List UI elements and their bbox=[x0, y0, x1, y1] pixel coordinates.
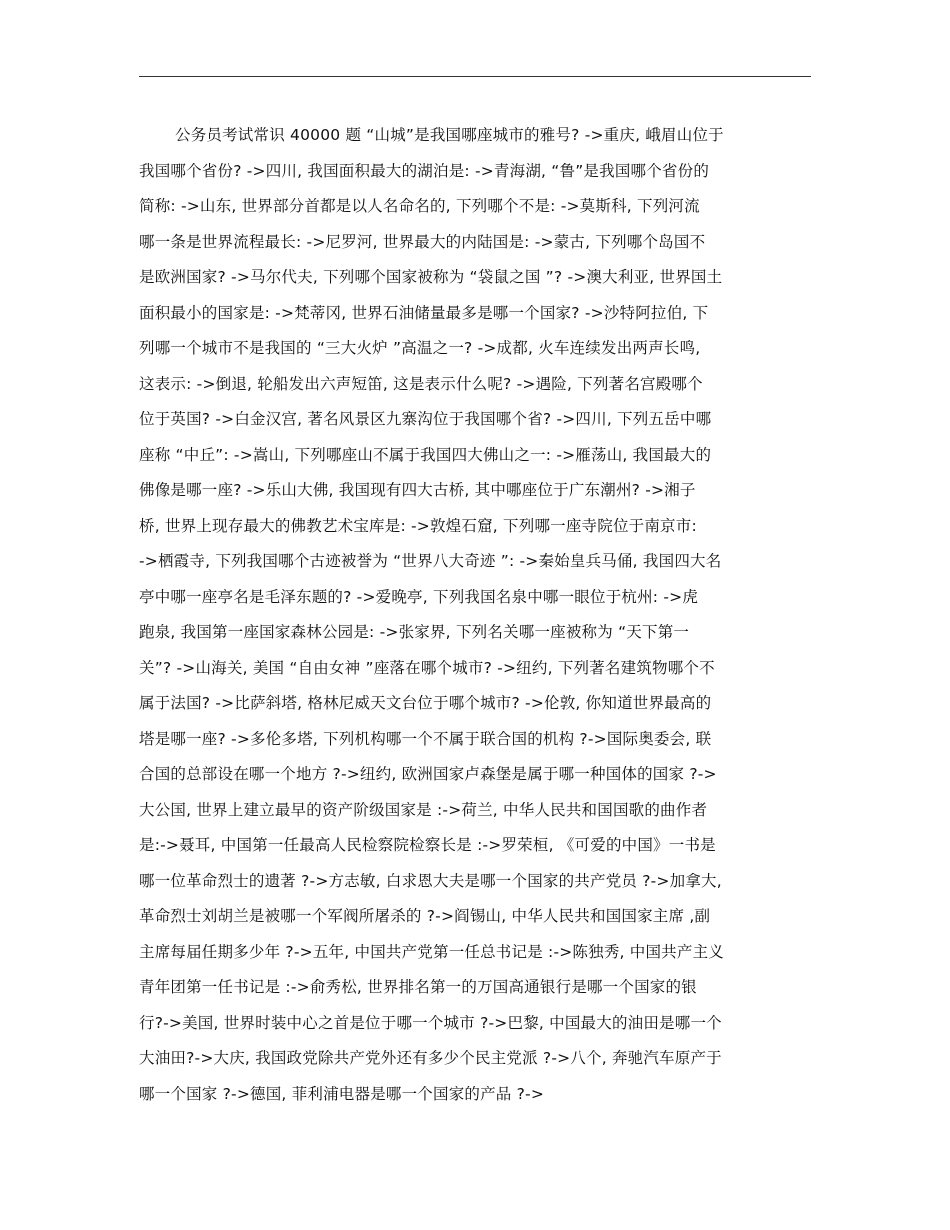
text-line: 列哪一个城市不是我国的 “三大火炉 ”高温之一? ->成都, 火车连续发出两声长鸣, bbox=[139, 339, 701, 357]
text-line: 哪一个国家 ?->德国, 菲利浦电器是哪一个国家的产品 ?-> bbox=[139, 1084, 545, 1103]
text-line: 跑泉, 我国第一座国家森林公园是: ->张家界, 下列名关哪一座被称为 “天下第一 bbox=[139, 623, 690, 641]
header-rule bbox=[139, 76, 811, 77]
text-line: 座称 “中丘”: ->嵩山, 下列哪座山不属于我国四大佛山之一: ->雁荡山, 我国最大的 bbox=[139, 445, 712, 464]
text-line: 哪一条是世界流程最长: ->尼罗河, 世界最大的内陆国是: ->蒙古, 下列哪个岛国不 bbox=[139, 232, 706, 251]
text-line: 简称: ->山东, 世界部分首都是以人名命名的, 下列哪个不是: ->莫斯科, 下列河流 bbox=[139, 197, 700, 215]
text-line: 大油田?->大庆, 我国政党除共产党外还有多少个民主党派 ?->八个, 奔驰汽车原产于 bbox=[139, 1049, 722, 1067]
text-line: 位于英国? ->白金汉宫, 著名风景区九寨沟位于我国哪个省? ->四川, 下列五岳中哪 bbox=[139, 410, 712, 428]
text-line: 属于法国? ->比萨斜塔, 格林尼威天文台位于哪个城市? ->伦敦, 你知道世界最高的 bbox=[139, 694, 712, 712]
document-body bbox=[139, 118, 811, 1112]
text-line: 青年团第一任书记是 :->俞秀松, 世界排名第一的万国高通银行是哪一个国家的银 bbox=[139, 978, 697, 996]
text-line: 合国的总部设在哪一个地方 ?->纽约, 欧洲国家卢森堡是属于哪一种国体的国家 ?-> bbox=[139, 765, 717, 783]
text-line: 我国哪个省份? ->四川, 我国面积最大的湖泊是: ->青海湖, “鲁”是我国哪个省份的 bbox=[139, 161, 710, 180]
text-line: 哪一位革命烈士的遗著 ?->方志敏, 白求恩大夫是哪一个国家的共产党员 ?->加拿大, bbox=[139, 871, 722, 890]
text-line: 亭中哪一座亭名是毛泽东题的? ->爱晚亭, 下列我国名泉中哪一眼位于杭州: ->虎 bbox=[139, 587, 699, 606]
text-line: 公务员考试常识 40000 题 “山城”是我国哪座城市的雅号? ->重庆, 峨眉山位于 bbox=[175, 126, 724, 144]
text-line: ->栖霞寺, 下列我国哪个古迹被誉为 “世界八大奇迹 ”: ->秦始皇兵马俑, 我国四大名 bbox=[139, 552, 722, 570]
text-line: 这表示: ->倒退, 轮船发出六声短笛, 这是表示什么呢? ->遇险, 下列著名宫殿哪个 bbox=[139, 374, 703, 393]
text-line: 行?->美国, 世界时装中心之首是位于哪一个城市 ?->巴黎, 中国最大的油田是哪一个 bbox=[139, 1013, 722, 1032]
text-line: 面积最小的国家是: ->梵蒂冈, 世界石油储量最多是哪一个国家? ->沙特阿拉伯, 下 bbox=[139, 303, 709, 322]
text-line: 主席每届任期多少年 ?->五年, 中国共产党第一任总书记是 :->陈独秀, 中国共产主义 bbox=[139, 942, 724, 961]
text-line: 关”? ->山海关, 美国 “自由女神 ”座落在哪个城市? ->纽约, 下列著名建筑物哪个不 bbox=[139, 658, 715, 677]
text-line: 革命烈士刘胡兰是被哪一个军阀所屠杀的 ?->阎锡山, 中华人民共和国国家主席 ,副 bbox=[139, 907, 711, 925]
text-line: 桥, 世界上现存最大的佛教艺术宝库是: ->敦煌石窟, 下列哪一座寺院位于南京市: bbox=[139, 516, 697, 535]
text-line: 是:->聂耳, 中国第一任最高人民检察院检察长是 :->罗荣桓, 《可爱的中国》一书是 bbox=[139, 836, 716, 854]
text-line: 是欧洲国家? ->马尔代夫, 下列哪个国家被称为 “袋鼠之国 ”? ->澳大利亚, 世界国土 bbox=[139, 268, 723, 286]
text-line: 塔是哪一座? ->多伦多塔, 下列机构哪一个不属于联合国的机构 ?->国际奥委会, 联 bbox=[139, 729, 712, 748]
text-line: 佛像是哪一座? ->乐山大佛, 我国现有四大古桥, 其中哪座位于广东潮州? ->湘子 bbox=[139, 481, 696, 499]
text-line: 大公国, 世界上建立最早的资产阶级国家是 :->荷兰, 中华人民共和国国歌的曲作者 bbox=[139, 800, 708, 819]
